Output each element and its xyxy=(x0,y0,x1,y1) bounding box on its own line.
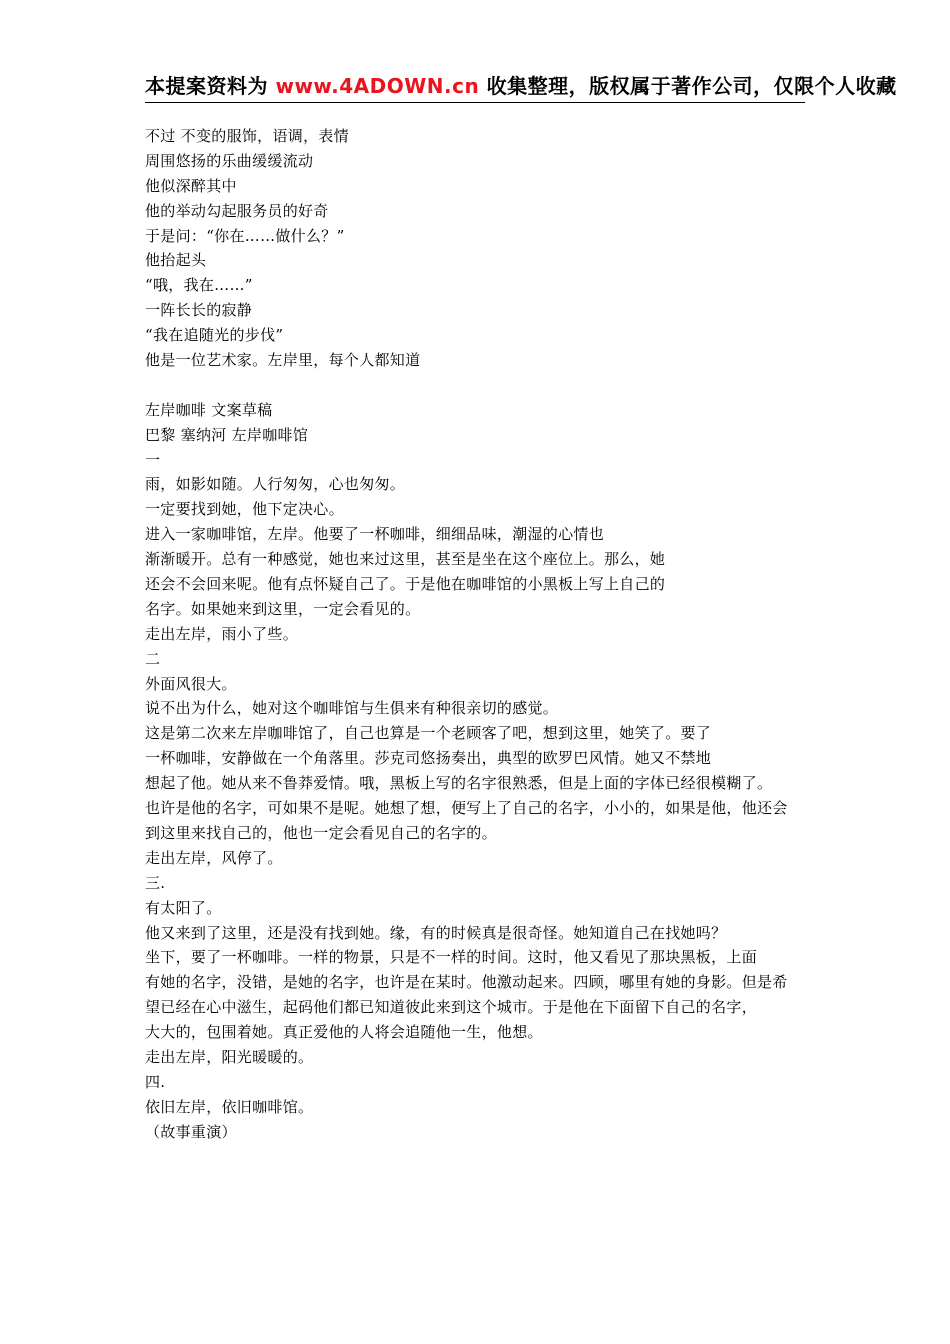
chapter-heading: 四. xyxy=(145,1072,166,1091)
text-line: 走出左岸，风停了。 xyxy=(145,848,283,867)
text-line: 这是第二次来左岸咖啡馆了，自己也算是一个老顾客了吧，想到这里，她笑了。要了 xyxy=(145,724,712,743)
header-prefix: 本提案资料为 xyxy=(145,74,276,98)
text-line: （故事重演） xyxy=(145,1122,237,1141)
text-line: 不过 不变的服饰，语调，表情 xyxy=(145,127,349,145)
text-line: 渐渐暖开。总有一种感觉，她也来过这里，甚至是坐在这个座位上。那么，她 xyxy=(145,550,666,569)
text-line: 一定要找到她，他下定决心。 xyxy=(145,500,344,519)
text-line: 坐下，要了一杯咖啡。一样的物景，只是不一样的时间。这时，他又看见了那块黑板，上面 xyxy=(145,948,758,967)
text-line: 有她的名字，没错，是她的名字，也许是在某时。他激动起来。四顾，哪里有她的身影。但是希 xyxy=(145,973,788,992)
text-line: “我在追随光的步伐” xyxy=(145,326,284,345)
text-line: 走出左岸，阳光暖暖的。 xyxy=(145,1047,314,1066)
text-line: 到这里来找自己的，他也一定会看见自己的名字的。 xyxy=(145,823,497,842)
text-line: 进入一家咖啡馆，左岸。他要了一杯咖啡，细细品味，潮湿的心情也 xyxy=(145,525,605,544)
text-line: 一阵长长的寂静 xyxy=(145,301,253,320)
text-line: 他的举动勾起服务员的好奇 xyxy=(145,201,329,220)
header-suffix: 收集整理，版权属于著作公司，仅限个人收藏 xyxy=(479,74,897,98)
text-line: 周围悠扬的乐曲缓缓流动 xyxy=(145,151,314,170)
text-line: 想起了他。她从来不鲁莽爱情。哦，黑板上写的名字很熟悉，但是上面的字体已经很模糊了。 xyxy=(145,774,773,793)
blank-line xyxy=(145,373,810,398)
text-line: 外面风很大。 xyxy=(145,674,237,693)
text-line: 大大的，包围着她。真正爱他的人将会追随他一生，他想。 xyxy=(145,1023,543,1042)
chapter-heading: 二 xyxy=(145,649,161,668)
chapter-heading: 三. xyxy=(145,873,166,892)
header-site-link[interactable]: www.4ADOWN.cn xyxy=(275,74,480,98)
text-line: 雨，如影如随。人行匆匆，心也匆匆。 xyxy=(145,475,406,494)
text-line: 说不出为什么，她对这个咖啡馆与生俱来有种很亲切的感觉。 xyxy=(145,699,559,718)
section-title: 左岸咖啡 文案草稿 xyxy=(145,400,273,419)
text-line: 依旧左岸，依旧咖啡馆。 xyxy=(145,1097,314,1116)
text-line: 也许是他的名字，可如果不是呢。她想了想，便写上了自己的名字，小小的，如果是他，他还会 xyxy=(145,799,788,818)
header-divider xyxy=(145,102,805,103)
text-line: 于是问：“你在……做什么？” xyxy=(145,226,345,245)
text-line: 一杯咖啡，安静做在一个角落里。莎克司悠扬奏出，典型的欧罗巴风情。她又不禁地 xyxy=(145,749,712,768)
text-line: 走出左岸，雨小了些。 xyxy=(145,624,299,643)
text-line: 他又来到了这里，还是没有找到她。缘，有的时候真是很奇怪。她知道自己在找她吗？ xyxy=(145,923,727,942)
text-line: 名字。如果她来到这里，一定会看见的。 xyxy=(145,599,421,618)
text-line: 他是一位艺术家。左岸里，每个人都知道 xyxy=(145,351,421,370)
text-line: 还会不会回来呢。他有点怀疑自己了。于是他在咖啡馆的小黑板上写上自己的 xyxy=(145,575,666,594)
page-header xyxy=(145,70,950,102)
text-line: 有太阳了。 xyxy=(145,898,222,917)
document-body xyxy=(145,124,810,1145)
chapter-heading: 一 xyxy=(145,450,161,469)
text-line: 望已经在心中滋生，起码他们都已知道彼此来到这个城市。于是他在下面留下自己的名字， xyxy=(145,998,758,1017)
text-line: 他抬起头 xyxy=(145,251,207,270)
section-subtitle: 巴黎 塞纳河 左岸咖啡馆 xyxy=(145,425,309,444)
text-line: “哦，我在……” xyxy=(145,276,253,295)
text-line: 他似深醉其中 xyxy=(145,176,237,195)
